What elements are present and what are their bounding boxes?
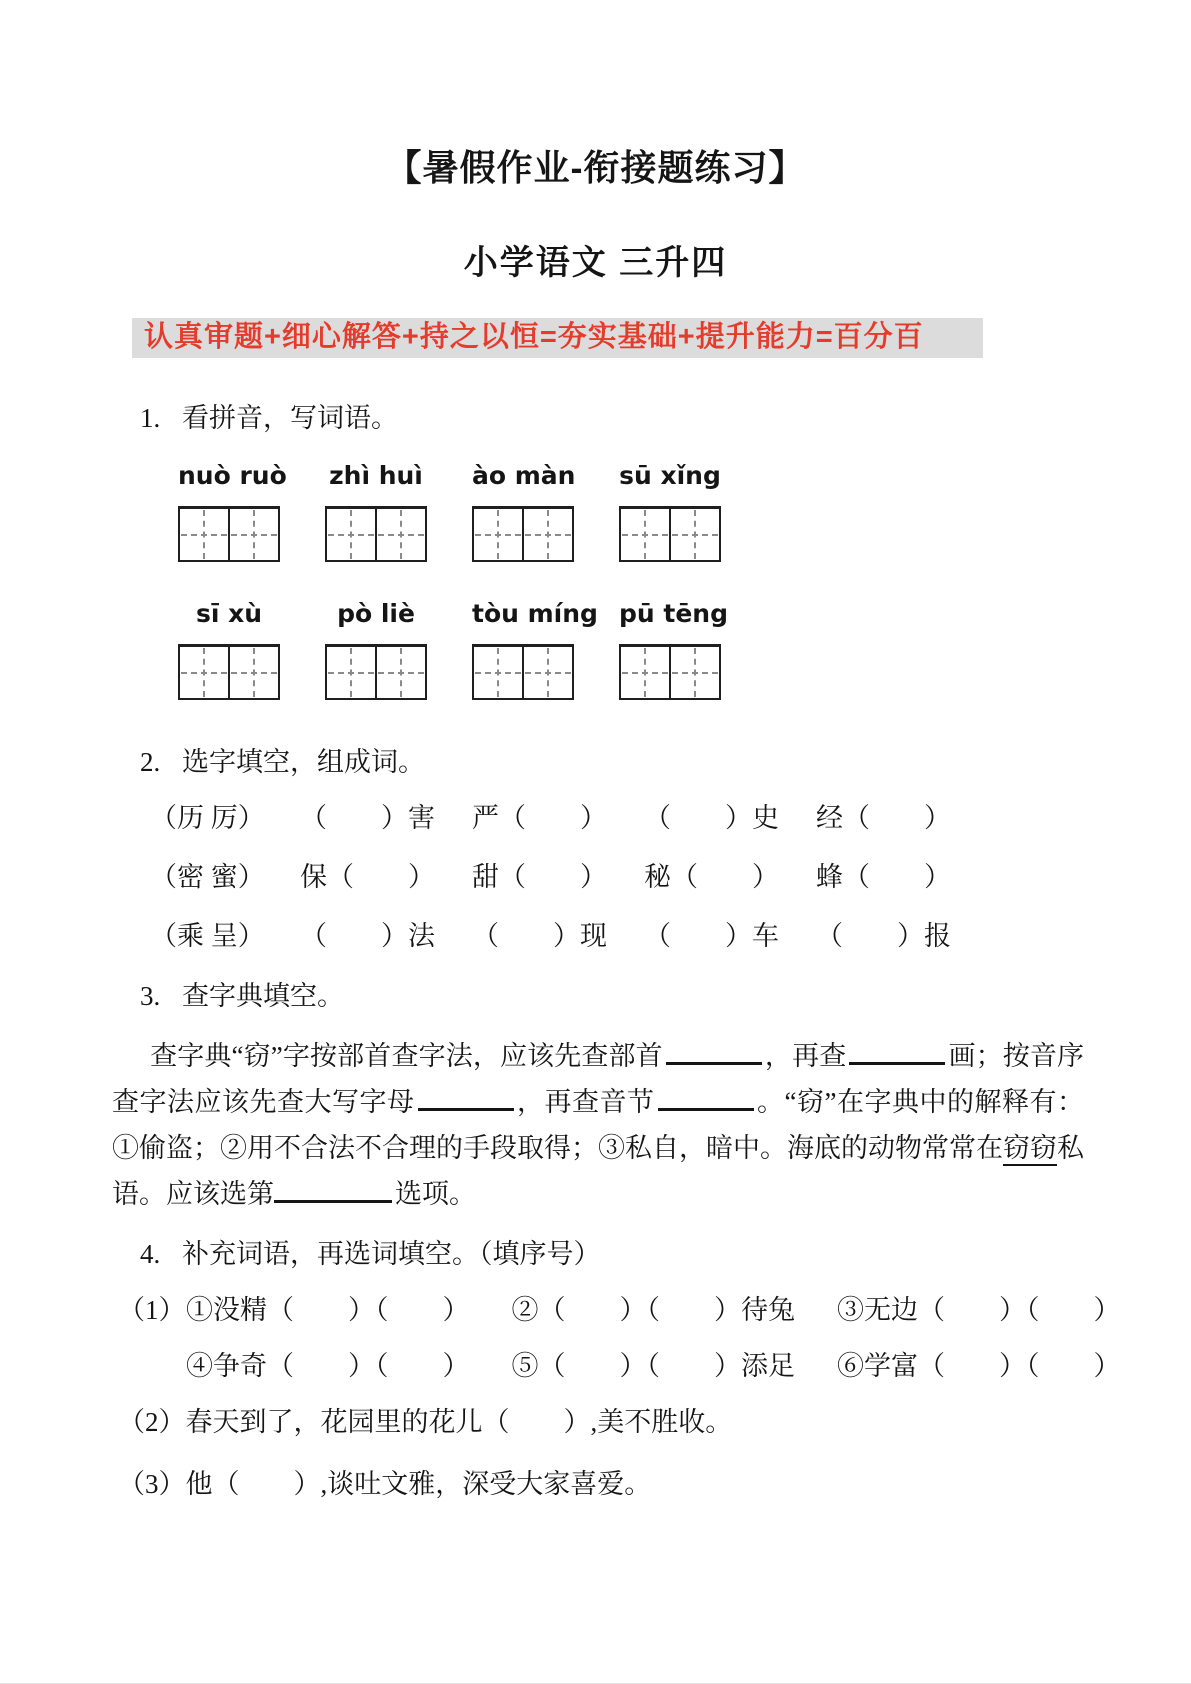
pinyin-label: nuò ruò (178, 461, 287, 490)
writing-grid-box (178, 644, 280, 700)
writing-grid-box (325, 644, 427, 700)
motto-banner (132, 318, 983, 358)
question-number: 1. (140, 403, 161, 433)
grid-cell (522, 509, 572, 560)
grid-cell (621, 647, 669, 698)
writing-grid-box (472, 644, 574, 700)
idiom-group: ③无边（ ）（ ） (837, 1295, 1121, 1325)
fill-row (0, 918, 1191, 954)
fill-row (0, 859, 1191, 895)
idiom-group: ④争奇（ ）（ ） (186, 1351, 470, 1381)
question-3-header (0, 978, 1191, 1014)
paragraph-text: 。“窃”在字典中的解释有：①偷盗；②用不合法不合理的手段取得；③私自，暗中。海底的动物常常在 (112, 1087, 1085, 1163)
fill-item: 保（ ） (300, 862, 435, 892)
paragraph-text: 选项。 (395, 1179, 476, 1209)
writing-grid-row-2 (0, 644, 1191, 700)
grid-cell (180, 509, 228, 560)
pinyin-label: pò liè (337, 599, 415, 628)
question-4-header (0, 1236, 1191, 1272)
writing-grid-box (619, 644, 721, 700)
idiom-group: ①没精（ ）（ ） (186, 1295, 470, 1325)
paragraph-text: 私语。应该选第 (112, 1133, 1084, 1209)
grid-cell (522, 647, 572, 698)
answer-blank (658, 1107, 754, 1111)
paragraph-text: ，再查音节 (516, 1087, 655, 1117)
sub-question-label: （1） (118, 1295, 186, 1325)
fill-item: （ ）害 (300, 803, 435, 833)
fill-item: （ ）现 (472, 921, 607, 951)
pinyin-label: sī xù (195, 599, 263, 628)
sub-question-1-row-2 (0, 1348, 1191, 1384)
choice-pair: （密 蜜） (150, 862, 265, 892)
question-4 (0, 1236, 1191, 1502)
question-3 (0, 978, 1191, 1217)
writing-grid-box (178, 506, 280, 562)
choice-pair: （乘 呈） (150, 921, 265, 951)
pinyin-label: zhì huì (329, 461, 423, 490)
pinyin-label: ào màn (472, 461, 576, 490)
grid-cell (228, 509, 278, 560)
underlined-term: 窃窃 (1003, 1133, 1057, 1166)
answer-blank (849, 1061, 945, 1065)
fill-row (0, 800, 1191, 836)
writing-grid-box (325, 506, 427, 562)
question-1-header (0, 400, 1191, 436)
pinyin-row-2 (0, 596, 1191, 632)
grid-cell (669, 509, 719, 560)
answer-blank (418, 1107, 514, 1111)
answer-blank (666, 1061, 762, 1065)
question-number: 2. (140, 747, 161, 777)
fill-item: （ ）报 (816, 921, 951, 951)
fill-item: 蜂（ ） (816, 862, 951, 892)
question-prompt: 选字填空，组成词。 (182, 747, 425, 777)
grid-cell (474, 509, 522, 560)
idiom-group: ⑥学富（ ）（ ） (837, 1351, 1121, 1381)
idiom-group: ⑤（ ）（ ）添足 (511, 1351, 795, 1381)
page-title: 【暑假作业-衔接题练习】 (385, 147, 806, 188)
grid-cell (621, 509, 669, 560)
question-number: 4. (140, 1239, 161, 1269)
pinyin-label: tòu míng (472, 599, 598, 628)
grid-cell (228, 647, 278, 698)
grid-cell (180, 647, 228, 698)
idiom-group: ②（ ）（ ）待兔 (511, 1295, 795, 1325)
question-prompt: 看拼音，写词语。 (182, 403, 398, 433)
question-prompt: 补充词语，再选词填空。（填序号） (182, 1239, 601, 1269)
motto-banner-text: 认真审题+细心解答+持之以恒=夯实基础+提升能力=百分百 (144, 321, 924, 353)
sub-question-1-row-1 (0, 1292, 1191, 1328)
grid-cell (474, 647, 522, 698)
page-subtitle: 小学语文 三升四 (463, 244, 728, 282)
pinyin-label: sū xǐng (619, 461, 721, 490)
answer-blank (274, 1199, 392, 1203)
paragraph-text: 查字典“窃”字按部首查字法，应该先查部首 (150, 1041, 663, 1071)
pinyin-row-1 (0, 458, 1191, 494)
writing-grid-box (472, 506, 574, 562)
grid-cell (375, 509, 425, 560)
sub-question-3: （3）他（ ）,谈吐文雅，深受大家喜爱。 (118, 1469, 652, 1499)
grid-cell (375, 647, 425, 698)
question-prompt: 查字典填空。 (182, 981, 344, 1011)
writing-grid-row-1 (0, 506, 1191, 562)
fill-item: 甜（ ） (472, 862, 607, 892)
question-2-header (0, 744, 1191, 780)
choice-pair: （历 厉） (150, 803, 265, 833)
sub-question-2: （2）春天到了，花园里的花儿（ ）,美不胜收。 (118, 1407, 733, 1437)
fill-item: 经（ ） (816, 803, 951, 833)
fill-item: （ ）法 (300, 921, 435, 951)
paragraph-text: 画；按音序查字法应该先查大写字母 (112, 1041, 1085, 1117)
grid-cell (669, 647, 719, 698)
paragraph-text: ，再查 (764, 1041, 847, 1071)
fill-item: 严（ ） (472, 803, 607, 833)
grid-cell (327, 647, 375, 698)
question-1 (0, 400, 1191, 700)
writing-grid-box (619, 506, 721, 562)
question-2 (0, 744, 1191, 954)
fill-item: （ ）车 (644, 921, 779, 951)
fill-item: （ ）史 (644, 803, 779, 833)
dictionary-paragraph (112, 1033, 1084, 1217)
question-number: 3. (140, 981, 161, 1011)
grid-cell (327, 509, 375, 560)
fill-item: 秘（ ） (644, 862, 779, 892)
pinyin-label: pū tēng (619, 599, 728, 628)
